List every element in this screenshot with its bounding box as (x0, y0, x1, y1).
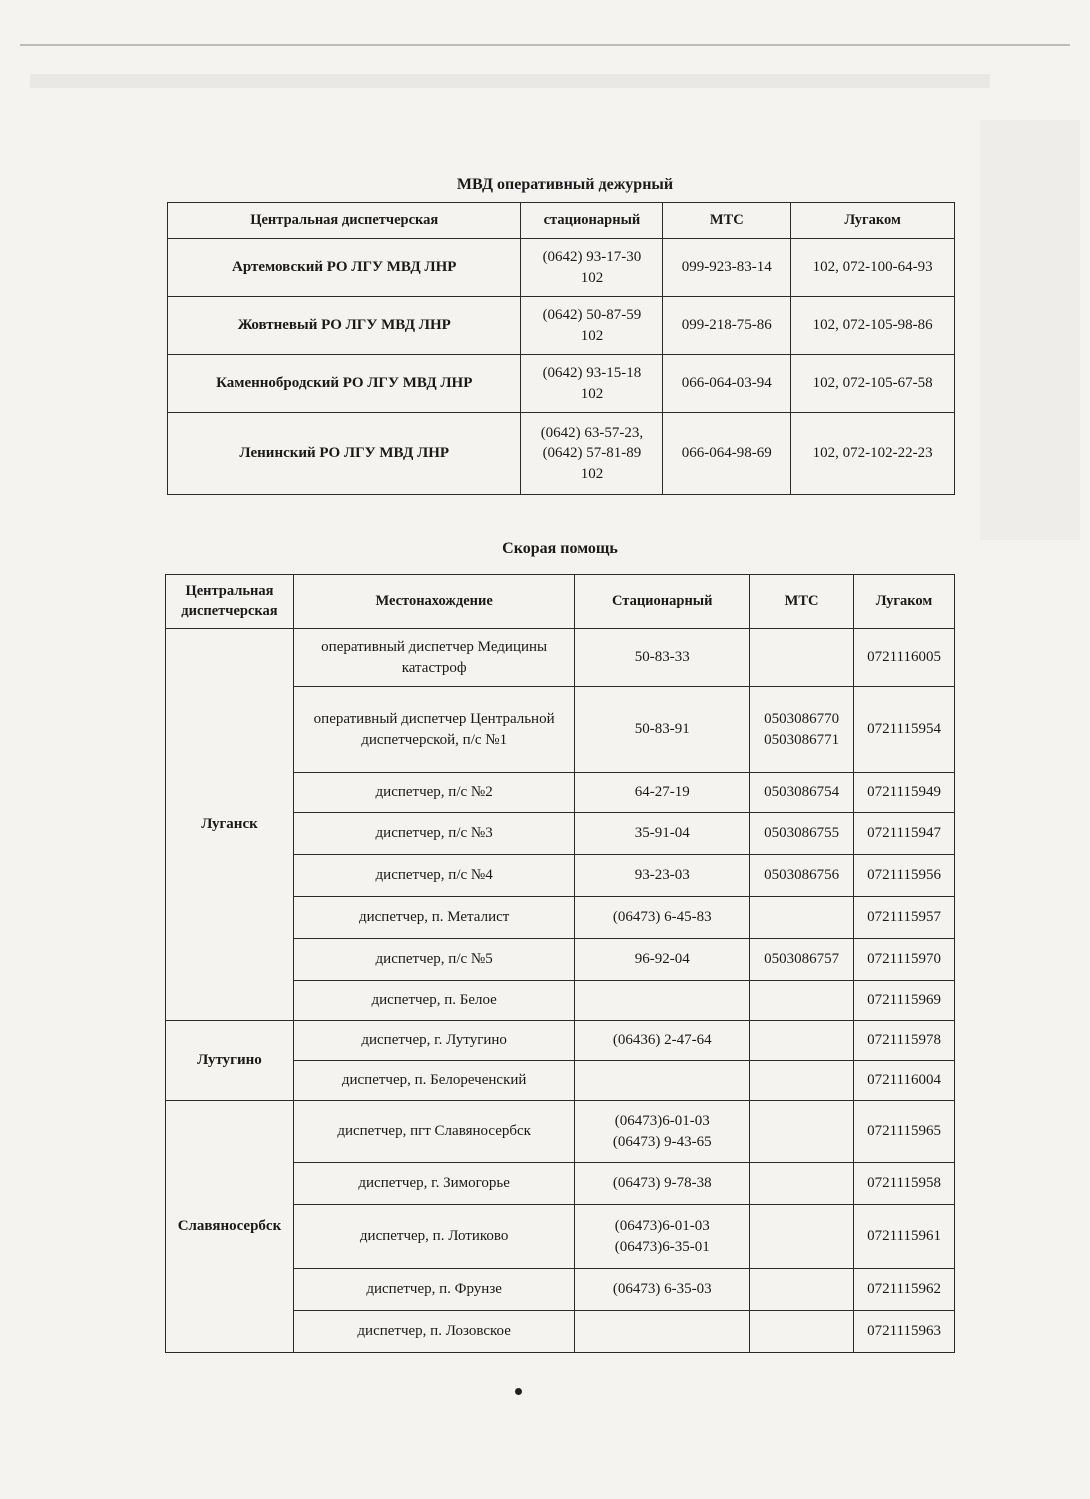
mvd-mts: 066-064-98-69 (663, 413, 791, 495)
ambulance-mts (750, 629, 854, 687)
mvd-station (521, 413, 663, 495)
ambulance-lugakom: 0721115970 (854, 939, 955, 981)
ambulance-table (165, 574, 955, 1353)
scan-noise-band (30, 74, 990, 88)
ambulance-lugakom: 0721115962 (854, 1269, 955, 1311)
cell-line: 50-83-91 (634, 721, 690, 738)
mvd-mts: 099-218-75-86 (663, 297, 791, 355)
ambulance-station (575, 897, 750, 939)
cell-line: 102 (580, 269, 604, 286)
cell-line: 0503086754 (764, 784, 840, 801)
mvd-row (168, 297, 955, 355)
cell-line: (0642) 50-87-59 (542, 307, 642, 324)
ambulance-title: Скорая помощь (502, 540, 618, 557)
ambulance-location: оперативный диспетчер Центральной диспетчерской, п/с №1 (293, 687, 574, 773)
ambulance-station (575, 1163, 750, 1205)
ambulance-station (575, 629, 750, 687)
cell-line: 96-92-04 (634, 951, 690, 968)
ambulance-city: Славяносербск (166, 1101, 294, 1353)
ambulance-lugakom: 0721115956 (854, 855, 955, 897)
mvd-dispatch-name: Ленинский РО ЛГУ МВД ЛНР (168, 413, 521, 495)
scan-dot (515, 1388, 522, 1395)
ambulance-row (166, 1021, 955, 1061)
ambulance-station (575, 1021, 750, 1061)
mvd-mts: 066-064-03-94 (663, 355, 791, 413)
ambulance-lugakom: 0721115949 (854, 773, 955, 813)
ambulance-station (575, 1101, 750, 1163)
ambulance-lugakom: 0721115969 (854, 981, 955, 1021)
ambulance-location: диспетчер, г. Зимогорье (293, 1163, 574, 1205)
ambulance-station (575, 687, 750, 773)
ambulance-location: диспетчер, п. Лотиково (293, 1205, 574, 1269)
mvd-header-mts: МТС (663, 203, 791, 239)
ambulance-header-mts: МТС (750, 575, 854, 629)
ambulance-city: Лутугино (166, 1021, 294, 1101)
mvd-row (168, 413, 955, 495)
cell-line: (06473)6-35-01 (614, 1238, 710, 1255)
ambulance-mts (750, 1205, 854, 1269)
ambulance-row (166, 1101, 955, 1163)
ambulance-header-dispatch: Центральная диспетчерская (166, 575, 294, 629)
mvd-station (521, 355, 663, 413)
ambulance-mts (750, 855, 854, 897)
mvd-row (168, 239, 955, 297)
ambulance-header-row (166, 575, 955, 629)
ambulance-location: диспетчер, пгт Славяносербск (293, 1101, 574, 1163)
cell-line: 0503086756 (764, 867, 840, 884)
cell-line: (06473) 9-78-38 (612, 1175, 712, 1192)
ambulance-lugakom: 0721116005 (854, 629, 955, 687)
ambulance-location: оперативный диспетчер Медицины катастроф (293, 629, 574, 687)
mvd-lugakom: 102, 072-105-98-86 (791, 297, 955, 355)
ambulance-header-station: Стационарный (575, 575, 750, 629)
ambulance-header-location: Местонахождение (293, 575, 574, 629)
cell-line: 0503086755 (764, 825, 840, 842)
cell-line: (0642) 57-81-89 (542, 445, 642, 462)
cell-line: (0642) 93-17-30 (542, 249, 642, 266)
ambulance-header-lugakom: Лугаком (854, 575, 955, 629)
cell-line: (06473)6-01-03 (614, 1218, 710, 1235)
ambulance-lugakom: 0721115957 (854, 897, 955, 939)
ambulance-mts (750, 1311, 854, 1353)
cell-line: (06473) 6-45-83 (612, 909, 712, 926)
mvd-header-row (168, 203, 955, 239)
ambulance-lugakom: 0721115954 (854, 687, 955, 773)
mvd-lugakom: 102, 072-100-64-93 (791, 239, 955, 297)
mvd-row (168, 355, 955, 413)
ambulance-station (575, 1269, 750, 1311)
cell-line: (06473) 6-35-03 (612, 1281, 712, 1298)
mvd-dispatch-name: Артемовский РО ЛГУ МВД ЛНР (168, 239, 521, 297)
ambulance-location: диспетчер, п. Фрунзе (293, 1269, 574, 1311)
mvd-station (521, 239, 663, 297)
mvd-header-dispatch: Центральная диспетчерская (168, 203, 521, 239)
ambulance-location: диспетчер, п. Лозовское (293, 1311, 574, 1353)
cell-line: 102 (580, 385, 604, 402)
scan-noise-band-right (980, 120, 1080, 540)
mvd-table (167, 202, 955, 495)
cell-line: 0503086770 (764, 711, 840, 728)
ambulance-mts (750, 897, 854, 939)
cell-line: 35-91-04 (634, 825, 690, 842)
ambulance-station (575, 773, 750, 813)
ambulance-lugakom: 0721115978 (854, 1021, 955, 1061)
ambulance-location: диспетчер, п. Белое (293, 981, 574, 1021)
ambulance-location: диспетчер, п/с №4 (293, 855, 574, 897)
ambulance-lugakom: 0721115965 (854, 1101, 955, 1163)
mvd-station (521, 297, 663, 355)
ambulance-station (575, 981, 750, 1021)
ambulance-mts (750, 813, 854, 855)
ambulance-station (575, 1311, 750, 1353)
cell-line: (06436) 2-47-64 (612, 1032, 712, 1049)
mvd-lugakom: 102, 072-105-67-58 (791, 355, 955, 413)
ambulance-mts (750, 773, 854, 813)
ambulance-location: диспетчер, п/с №5 (293, 939, 574, 981)
cell-line: (06473) 9-43-65 (612, 1133, 712, 1150)
ambulance-mts (750, 1163, 854, 1205)
mvd-dispatch-name: Жовтневый РО ЛГУ МВД ЛНР (168, 297, 521, 355)
ambulance-location: диспетчер, п. Металист (293, 897, 574, 939)
cell-line: 0503086771 (764, 731, 840, 748)
ambulance-lugakom: 0721115961 (854, 1205, 955, 1269)
ambulance-location: диспетчер, г. Лутугино (293, 1021, 574, 1061)
scan-top-rule (20, 44, 1070, 46)
ambulance-lugakom: 0721115958 (854, 1163, 955, 1205)
ambulance-lugakom: 0721115947 (854, 813, 955, 855)
ambulance-station (575, 939, 750, 981)
ambulance-location: диспетчер, п. Белореченский (293, 1061, 574, 1101)
ambulance-mts (750, 687, 854, 773)
cell-line: 64-27-19 (634, 784, 690, 801)
ambulance-city: Луганск (166, 629, 294, 1021)
mvd-header-station: стационарный (521, 203, 663, 239)
ambulance-lugakom: 0721115963 (854, 1311, 955, 1353)
ambulance-mts (750, 1101, 854, 1163)
ambulance-mts (750, 1021, 854, 1061)
ambulance-lugakom: 0721116004 (854, 1061, 955, 1101)
ambulance-station (575, 813, 750, 855)
ambulance-station (575, 1205, 750, 1269)
mvd-lugakom: 102, 072-102-22-23 (791, 413, 955, 495)
cell-line: 93-23-03 (634, 867, 690, 884)
mvd-dispatch-name: Каменнобродский РО ЛГУ МВД ЛНР (168, 355, 521, 413)
ambulance-station (575, 1061, 750, 1101)
ambulance-row (166, 629, 955, 687)
cell-line: 0503086757 (764, 951, 840, 968)
cell-line: 102 (580, 327, 604, 344)
cell-line: 102 (580, 465, 604, 482)
ambulance-mts (750, 939, 854, 981)
mvd-mts: 099-923-83-14 (663, 239, 791, 297)
ambulance-mts (750, 1061, 854, 1101)
cell-line: (0642) 63-57-23, (540, 425, 644, 442)
ambulance-location: диспетчер, п/с №2 (293, 773, 574, 813)
cell-line: (06473)6-01-03 (614, 1113, 710, 1130)
cell-line: (0642) 93-15-18 (542, 365, 642, 382)
ambulance-mts (750, 981, 854, 1021)
mvd-title: МВД оперативный дежурный (456, 176, 674, 193)
mvd-header-lugakom: Лугаком (791, 203, 955, 239)
ambulance-mts (750, 1269, 854, 1311)
ambulance-station (575, 855, 750, 897)
ambulance-location: диспетчер, п/с №3 (293, 813, 574, 855)
cell-line: 50-83-33 (634, 649, 690, 666)
